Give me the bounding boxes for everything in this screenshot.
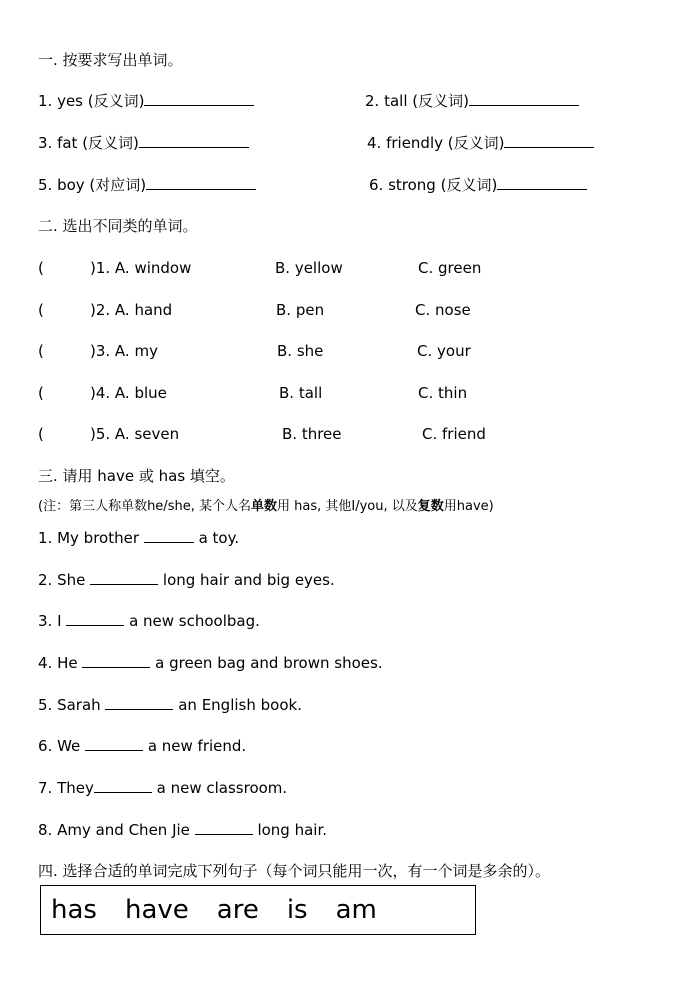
s3-item-5-post: an English book. (178, 696, 302, 714)
answer-blank[interactable] (497, 175, 587, 190)
answer-blank[interactable] (82, 653, 150, 668)
s1-item-1-text: 1. yes (反义词) (38, 92, 145, 110)
word-bank-item: is (286, 895, 308, 925)
s2-q2-option-c: C. nose (415, 301, 471, 319)
s2-q1-option-c: C. green (418, 259, 482, 277)
s2-q5-option-b: B. three (282, 425, 342, 443)
s3-item-6-post: a new friend. (147, 737, 247, 755)
answer-blank[interactable] (504, 133, 594, 148)
note-part-b: 单数 (250, 499, 277, 514)
s3-item-8 (38, 820, 327, 840)
s2-question-1 (38, 258, 191, 278)
s2-q2-option-b: B. pen (276, 301, 325, 319)
s3-item-8-post: long hair. (257, 821, 328, 839)
s3-item-5-pre: 5. Sarah (38, 696, 101, 714)
s3-item-7-pre: 7. They (38, 779, 94, 797)
s2-q4-option-a: )4. A. blue (90, 384, 167, 402)
section3-title: 三. 请用 have 或 has 填空。 (38, 467, 235, 485)
s2-q3-option-b: B. she (277, 342, 324, 360)
answer-blank[interactable] (66, 611, 124, 626)
s3-item-8-pre: 8. Amy and Chen Jie (38, 821, 190, 839)
s1-item-5 (38, 175, 256, 195)
section1-title: 一. 按要求写出单词。 (38, 51, 183, 69)
answer-paren[interactable]: ( (38, 342, 44, 360)
s2-question-2 (38, 300, 172, 320)
s1-item-3-text: 3. fat (反义词) (38, 134, 139, 152)
s3-item-1-post: a toy. (198, 529, 240, 547)
s3-item-3 (38, 611, 260, 631)
note-part-e: 用have) (443, 499, 494, 514)
s2-q1-option-b: B. yellow (275, 259, 343, 277)
s3-item-5 (38, 695, 302, 715)
s1-item-2-text: 2. tall (反义词) (365, 92, 469, 110)
s1-item-3 (38, 133, 249, 153)
s2-q3-option-c: C. your (417, 342, 471, 360)
word-bank-item: has (51, 895, 97, 925)
answer-blank[interactable] (144, 528, 194, 543)
answer-paren[interactable]: ( (38, 301, 44, 319)
word-bank-item: am (335, 895, 377, 925)
s3-item-4-pre: 4. He (38, 654, 78, 672)
answer-blank[interactable] (144, 91, 254, 106)
note-part-a: (注：第三人称单数he/she, 某个人名 (38, 499, 251, 514)
s3-item-4 (38, 653, 383, 673)
s1-item-4 (367, 133, 594, 153)
word-bank-item: have (124, 895, 189, 925)
answer-blank[interactable] (94, 778, 152, 793)
answer-blank[interactable] (139, 133, 249, 148)
s2-question-4 (38, 383, 167, 403)
note-part-d: 复数 (417, 499, 444, 514)
s2-q2-option-a: )2. A. hand (90, 301, 173, 319)
s3-item-3-pre: 3. I (38, 612, 62, 630)
answer-paren[interactable]: ( (38, 384, 44, 402)
answer-blank[interactable] (85, 736, 143, 751)
section3-note (38, 497, 494, 517)
s2-q5-option-a: )5. A. seven (90, 425, 180, 443)
s2-q3-option-a: )3. A. my (90, 342, 158, 360)
s2-question-5 (38, 424, 179, 444)
s3-item-2-post: long hair and big eyes. (162, 571, 335, 589)
section4-title: 四. 选择合适的单词完成下列句子（每个词只能用一次，有一个词是多余的）。 (38, 862, 551, 880)
s3-item-7 (38, 778, 287, 798)
s2-q4-option-c: C. thin (418, 384, 468, 402)
s1-item-2 (365, 91, 579, 111)
s1-item-5-text: 5. boy (对应词) (38, 176, 147, 194)
s1-item-6 (369, 175, 587, 195)
s3-item-7-post: a new classroom. (156, 779, 288, 797)
s2-q4-option-b: B. tall (279, 384, 323, 402)
answer-blank[interactable] (195, 820, 253, 835)
s2-q5-option-c: C. friend (422, 425, 486, 443)
s3-item-1-pre: 1. My brother (38, 529, 139, 547)
section2-title: 二. 选出不同类的单词。 (38, 217, 198, 235)
word-bank-item: are (216, 895, 259, 925)
answer-blank[interactable] (105, 695, 173, 710)
s2-q1-option-a: )1. A. window (90, 259, 192, 277)
s3-item-3-post: a new schoolbag. (129, 612, 260, 630)
s1-item-1 (38, 91, 254, 111)
s2-question-3 (38, 341, 158, 361)
s3-item-2-pre: 2. She (38, 571, 86, 589)
s1-item-6-text: 6. strong (反义词) (369, 176, 498, 194)
s3-item-6-pre: 6. We (38, 737, 81, 755)
answer-blank[interactable] (90, 570, 158, 585)
answer-paren[interactable]: ( (38, 259, 44, 277)
answer-blank[interactable] (146, 175, 256, 190)
s3-item-4-post: a green bag and brown shoes. (155, 654, 383, 672)
s1-item-4-text: 4. friendly (反义词) (367, 134, 505, 152)
s3-item-6 (38, 736, 246, 756)
s3-item-2 (38, 570, 335, 590)
word-bank-box (40, 885, 476, 935)
answer-paren[interactable]: ( (38, 425, 44, 443)
note-part-c: 用 has, 其他I/you, 以及 (276, 499, 418, 514)
answer-blank[interactable] (469, 91, 579, 106)
s3-item-1 (38, 528, 239, 548)
